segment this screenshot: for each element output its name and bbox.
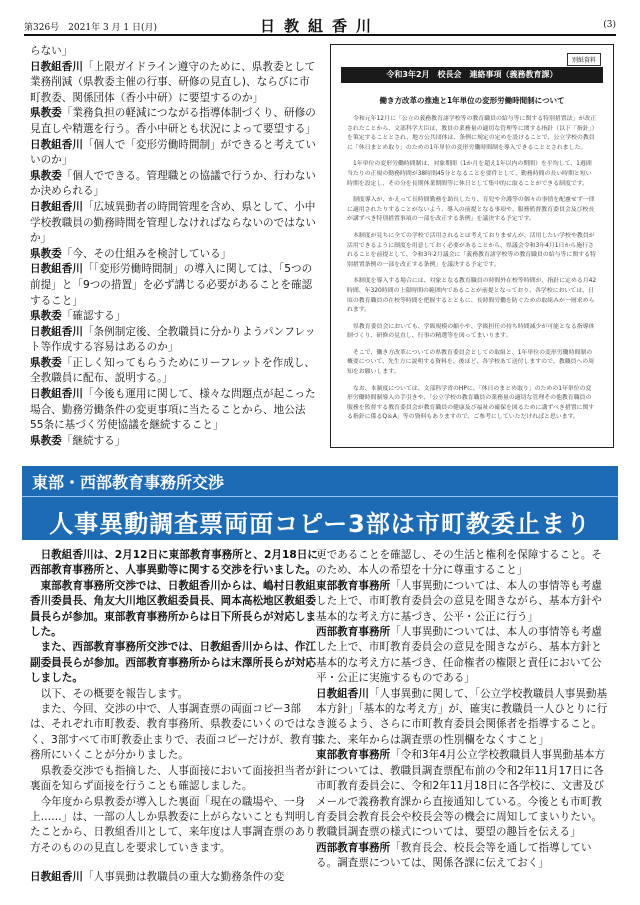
paragraph-text: 東部教育事務所交渉では、日教組香川からは、嶋村日教組香川委員長、角友大川地区教組委員長、岡本高松地区教組委員長らが参加。東部教育事務所からは日下所長らが対応しました。 <box>30 579 317 639</box>
dialogue-text: 「個人でできる。管理職との協議で行うか、行わないか決められる」 <box>30 169 317 198</box>
notice-paragraph: 本制度を導入する場合には、対象となる教育職員の時間外在校等時間が、指針に定める月42時間、年320時間の上限時間の範囲内であることが前提となっており、各学校においては、日頃の教育職員の在校等時間を把握するとともに、長時間労働を防ぐための取組みが一層求められます。 <box>347 278 597 314</box>
dialogue-line <box>30 247 318 263</box>
paragraph-text: 「人事異動に関して、「公立学校教職員人事異動基本方針」「基本的な考え方」が、確実に教職員一人ひとりに行き渡るよう、さらに市町教育委員会関係者を指導すること。また、来年からは調査票の性別欄をなくすこと」 <box>316 687 608 746</box>
notice-paragraph: なお、本制度については、文部科学省のHPに、「休日のまとめ取り」のための1年単位の変形労働時間制導入の手引きや、「公立学校の教育職員の業務量の適切な管理その他教育職員の服務を監督する教育委員会が教育職員の健康及び福祉の確保を図るために講ずべき措置に関する指針に係るQ＆A」等の資料もありますので、ご参考にしていただければと思います。 <box>347 385 595 421</box>
notice-body <box>347 115 597 430</box>
notice-document-box <box>330 44 614 448</box>
article-paragraph <box>316 625 612 687</box>
speaker-label: 県教委 <box>30 310 62 323</box>
speaker-label: 日教組香川 <box>30 60 83 73</box>
dialogue-text: 「業務負担の軽減につながる指導体制づくり、研修の見直しや精選を行う。香小中研とも状況によって要望する」 <box>30 107 317 135</box>
dialogue-line <box>30 106 318 137</box>
notice-paragraph: 1年単位の変形労働時間制は、対象期間（1か月を超え1年以内の期間）を平均して、1週間当たりの正規の勤務時間が38時間45分となることを要件として、勤務時間の長い時期と短い時期を設定し、その分を長期休業期間等に休日として集中的に取ることができる制度です。 <box>347 161 592 187</box>
article-paragraph <box>316 687 612 749</box>
article-paragraph <box>30 764 322 795</box>
article-paragraph <box>316 841 612 872</box>
dialogue-line <box>30 138 318 169</box>
dialogue-text: 「個人で「変形労働時間制」ができると考えていいのか」 <box>30 138 317 167</box>
article-paragraph <box>316 548 612 579</box>
dialogue-text: 「条例制定後、全教職員に分かりようパンフレット等作成する容易はあるのか」 <box>30 325 316 354</box>
speaker-label: 日教組香川 <box>316 687 369 700</box>
paragraph-text: 今年度から県教委が導入した裏面「現在の職場や、一身上……」は、一部の人しか県教委に上がらないことも判明したことから、日教組香川として、来年度は人事調査票のあり方そのものの見直しを要求していきます。 <box>30 795 317 854</box>
paragraph-text: 「教育長会、校長会等を通して指導している。調査票については、関係各課に伝えておく」 <box>316 841 592 870</box>
speaker-label: 日教組香川 <box>30 263 83 276</box>
speaker-label: 県教委 <box>30 434 62 447</box>
section-banner-title <box>22 496 618 540</box>
dialogue-line <box>30 169 318 200</box>
article-paragraph <box>316 748 612 840</box>
article-paragraph <box>30 870 322 885</box>
dialogue-line <box>30 200 318 247</box>
banner-subtitle: 東部・西部教育事務所交渉 <box>32 473 225 492</box>
paragraph-text: 県教委交渉でも指摘した、人事面接において面接担当者が裏面を知らず面接を行うことも確認しました。 <box>30 764 317 793</box>
speaker-label: 日教組香川 <box>30 325 83 338</box>
dialogue-line <box>30 356 318 387</box>
section-banner-subtitle <box>22 466 618 496</box>
article-paragraph <box>316 579 612 625</box>
article-column-left <box>30 548 322 886</box>
dialogue-text: 「上限ガイドライン遵守のために、県教委として業務削減（県教委主催の行事、研修の見直し)、ならびに市町教委、関係団体（香小中研）に要望するのか」 <box>30 60 316 104</box>
notice-paragraph: 制度導入が、かえって長時間勤務を助長したり、育児や介護等の個々の事情を配慮せず一律に適用されたりすることがないよう、導入の前提となる事項や、服務監督教育委員会及び校長が講ずべき特別措置事項の一部を改正する条例」を議決する予定です。 <box>347 197 595 223</box>
dialogue-line <box>30 309 318 325</box>
article-paragraph <box>30 548 322 579</box>
attachment-tag: 別紙資料 <box>567 53 601 66</box>
dialogue-text: 「今後も運用に関して、様々な問題点が起こった場合、勤務労働条件の変更事項に当たることから、地公法55条に基づく労使協議を継続すること」 <box>30 388 316 432</box>
dialogue-text: 「「変形労働時間制」の導入に関しては、「5つの前提」と「9つの措置」を必ず講じる必要があることを確認すること」 <box>30 263 313 307</box>
dialogue-text: 「広域異動者の時間管理を含め、県として、小中学校教職員の勤務時間を管理しなければならないのではないか」 <box>30 200 317 245</box>
paragraph-gap <box>30 856 322 870</box>
article-paragraph <box>30 579 322 641</box>
speaker-label: 東部教育事務所 <box>316 579 391 592</box>
notice-paragraph: そこで、働き方改革についての県教育委員会としての取組と、1年単位の変形労働時間制の概要について、先生方に説明する資料を、後ほど、各学校あて送付しますので、教職員への周知をお願いします。 <box>347 349 595 376</box>
notice-paragraph: 県教育委員会においても、学級規模の縮小や、学級担任の持ち時間減少が可能となる指導体制づくり、研修の見直し、行事の精選等を図ってまいります。 <box>347 323 595 340</box>
paragraph-text: 日教組香川は、2月12日に東部教育事務所と、2月18日に西部教育事務所と、人事異動等に関する交渉を行いました。 <box>30 549 318 577</box>
speaker-label: 日教組香川 <box>30 138 83 151</box>
article-column-right <box>316 548 612 872</box>
paragraph-text: 更であることを確認し、その生活と権利を保障すること。そのため、本人の希望を十分に尊重すること」 <box>316 549 603 577</box>
speaker-label: 県教委 <box>30 247 62 260</box>
dialogue-line <box>30 262 318 309</box>
newsletter-title: 日教組香川 <box>259 17 380 35</box>
speaker-label: 県教委 <box>30 356 62 369</box>
paragraph-text: 「人事異動については、本人の事情等も考慮した上で、市町教育委員会の意見を聞きながら、基本方針と基本的な考え方に基づき、任命権者の権限と責任において公平・公正に実施するものである」 <box>316 626 602 685</box>
notice-paragraph: 令和元年12月に「公立の義務教育諸学校等の教育職員の給与等に関する特別措置法」が改正されたことから、文部科学大臣は、教員の業務量の適切な管理等に関する指針（以下「指針」）を策定することとされ、地方公共団体は、条例に規定の定めを設けることで、公立学校の教員に「休日まとめ取り」のための1年単位の変形労働時間制を導入できることとされました。 <box>347 116 597 151</box>
article-paragraph <box>30 795 322 857</box>
notice-subject: 働き方改革の推進と1年単位の変形労働時間制について <box>379 96 565 105</box>
dialogue-line <box>30 44 318 60</box>
dialogue-text: 「確認する」 <box>61 310 126 323</box>
paragraph-text: また、今回、交渉の中で、人事調査票の両面コピー3部は、それぞれ市町教委、教育事務所、県教委にいくのではなく、3部すべて市町教委止まりで、表面コピーだけが、教育事務所にいくことが分かりました。 <box>30 703 322 762</box>
dialogue-line <box>30 325 318 356</box>
page-number: (3) <box>603 20 616 30</box>
paragraph-text: 「令和3年4月公立学校教職員人事異動基本方針については、教職員調査票配布前の令和2年11月17日に各市町教育委員会に、令和2年11月18日に各学校に、文書及びメールで義務教育課から直接通知している。今後とも市町教育委員会教育長会や校長会等の機会に周知してまいりたい。教職員調査票の様式については、要望の趣旨を伝える」 <box>316 749 605 839</box>
speaker-label: 西部教育事務所 <box>316 841 391 854</box>
paragraph-text: また、西部教育事務所交渉では、日教組香川からは、作江副委員長らが参加。西部教育事務所からは末澤所長らが対応しました。 <box>30 641 317 685</box>
speaker-label: 県教委 <box>30 107 62 120</box>
article-paragraph <box>30 640 322 686</box>
speaker-label: 日教組香川 <box>30 871 83 884</box>
dialogue-line <box>30 60 318 107</box>
notice-paragraph: 本制度が見ちに全ての学校で活用されるとは考えておりませんが、活用したい学校や教員が活用できるように制度を用意しておく必要があることから、県議会令和3年4月1日から施行されることを前提として、令和3年2月議会に「義務教育諸学校等の教育職員の給与等に関する特別措置条例の一部を改正する条例」を議決する予定です。 <box>347 232 596 268</box>
article-headline: 人事異動調査票両面コピー3部は市町教委止まり <box>49 510 591 538</box>
dialogue-text: 「継続する」 <box>61 434 126 447</box>
issue-date: 第326号 2021年 3 月 1 日(月) <box>24 23 158 33</box>
article-paragraph <box>30 702 322 764</box>
speaker-label: 東部教育事務所 <box>316 749 391 762</box>
negotiation-dialogue-prefecture <box>30 44 318 449</box>
speaker-label: 西部教育事務所 <box>316 626 391 639</box>
notice-heading: 令和3年2月 校長会 連絡事項（義務教育課） <box>341 67 603 83</box>
dialogue-text: 「今、その仕組みを検討している」 <box>61 247 232 260</box>
paragraph-text: 以下、その概要を報告します。 <box>40 687 189 700</box>
dialogue-text: らない」 <box>30 45 73 57</box>
speaker-label: 県教委 <box>30 169 62 182</box>
article-paragraph <box>30 687 322 702</box>
paragraph-text: 「人事異動は教職員の重大な勤務条件の変 <box>82 871 285 884</box>
dialogue-line <box>30 387 318 434</box>
speaker-label: 日教組香川 <box>30 200 83 213</box>
dialogue-line <box>30 434 318 450</box>
dialogue-text: 「正しく知ってもらうためにリーフレットを作成し、全教職員に配布、説明する。」 <box>30 356 315 385</box>
page-header <box>24 14 616 36</box>
speaker-label: 日教組香川 <box>30 388 83 401</box>
paragraph-text: 「人事異動については、本人の事情等も考慮した上で、市町教育委員会の意見を聞きながら、基本方針や基本的な考え方に基づき、公平・公正に行う」 <box>316 579 602 623</box>
